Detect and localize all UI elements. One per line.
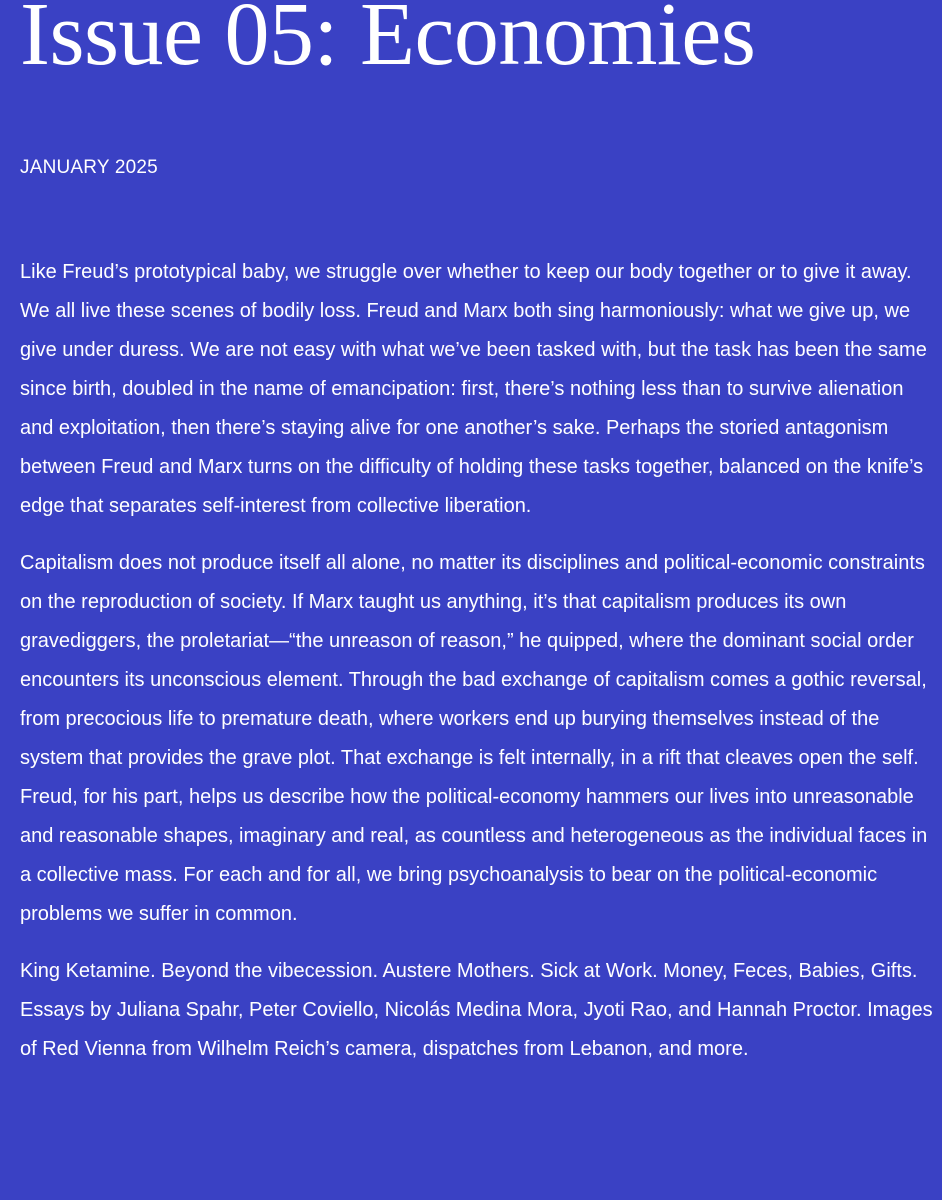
issue-title: Issue 05: Economies: [20, 0, 756, 84]
description-paragraph-1: Like Freud’s prototypical baby, we struggle over whether to keep our body together or to give it away. We all live these scenes of bodily loss. Freud and Marx both sing harmoniously: what we give up, we give under duress. We are not easy with what we’ve been tasked with, but the task has been the same since birth, doubled in the name of emancipation: first, there’s nothing less than to survive alienation and exploitation, then there’s staying alive for one another’s sake. Perhaps the storied antagonism between Freud and Marx turns on the difficulty of holding these tasks together, balanced on the knife’s edge that separates self-interest from collective liberation.: [20, 261, 927, 517]
description-paragraph-2: Capitalism does not produce itself all alone, no matter its disciplines and political-economic constraints on the reproduction of society. If Marx taught us anything, it’s that capitalism produces its own gravediggers, the proletariat—“the unreason of reason,” he quipped, where the dominant social order encounters its unconscious element. Through the bad exchange of capitalism comes a gothic reversal, from precocious life to premature death, where workers end up burying themselves instead of the system that provides the grave plot. That exchange is felt internally, in a rift that cleaves open the self. Freud, for his part, helps us describe how the political-economy hammers our lives into unreasonable and reasonable shapes, imaginary and real, as countless and heterogeneous as the individual faces in a collective mass. For each and for all, we bring psychoanalysis to bear on the political-economic problems we suffer in common.: [20, 552, 928, 925]
description-paragraph-3: King Ketamine. Beyond the vibecession. Austere Mothers. Sick at Work. Money, Feces, Babies, Gifts. Essays by Juliana Spahr, Peter Coviello, Nicolás Medina Mora, Jyoti Rao, and Hannah Proctor. Images of Red Vienna from Wilhelm Reich’s camera, dispatches from Lebanon, and more.: [20, 960, 933, 1060]
issue-description: [20, 253, 935, 1087]
issue-date: JANUARY 2025: [20, 157, 158, 178]
